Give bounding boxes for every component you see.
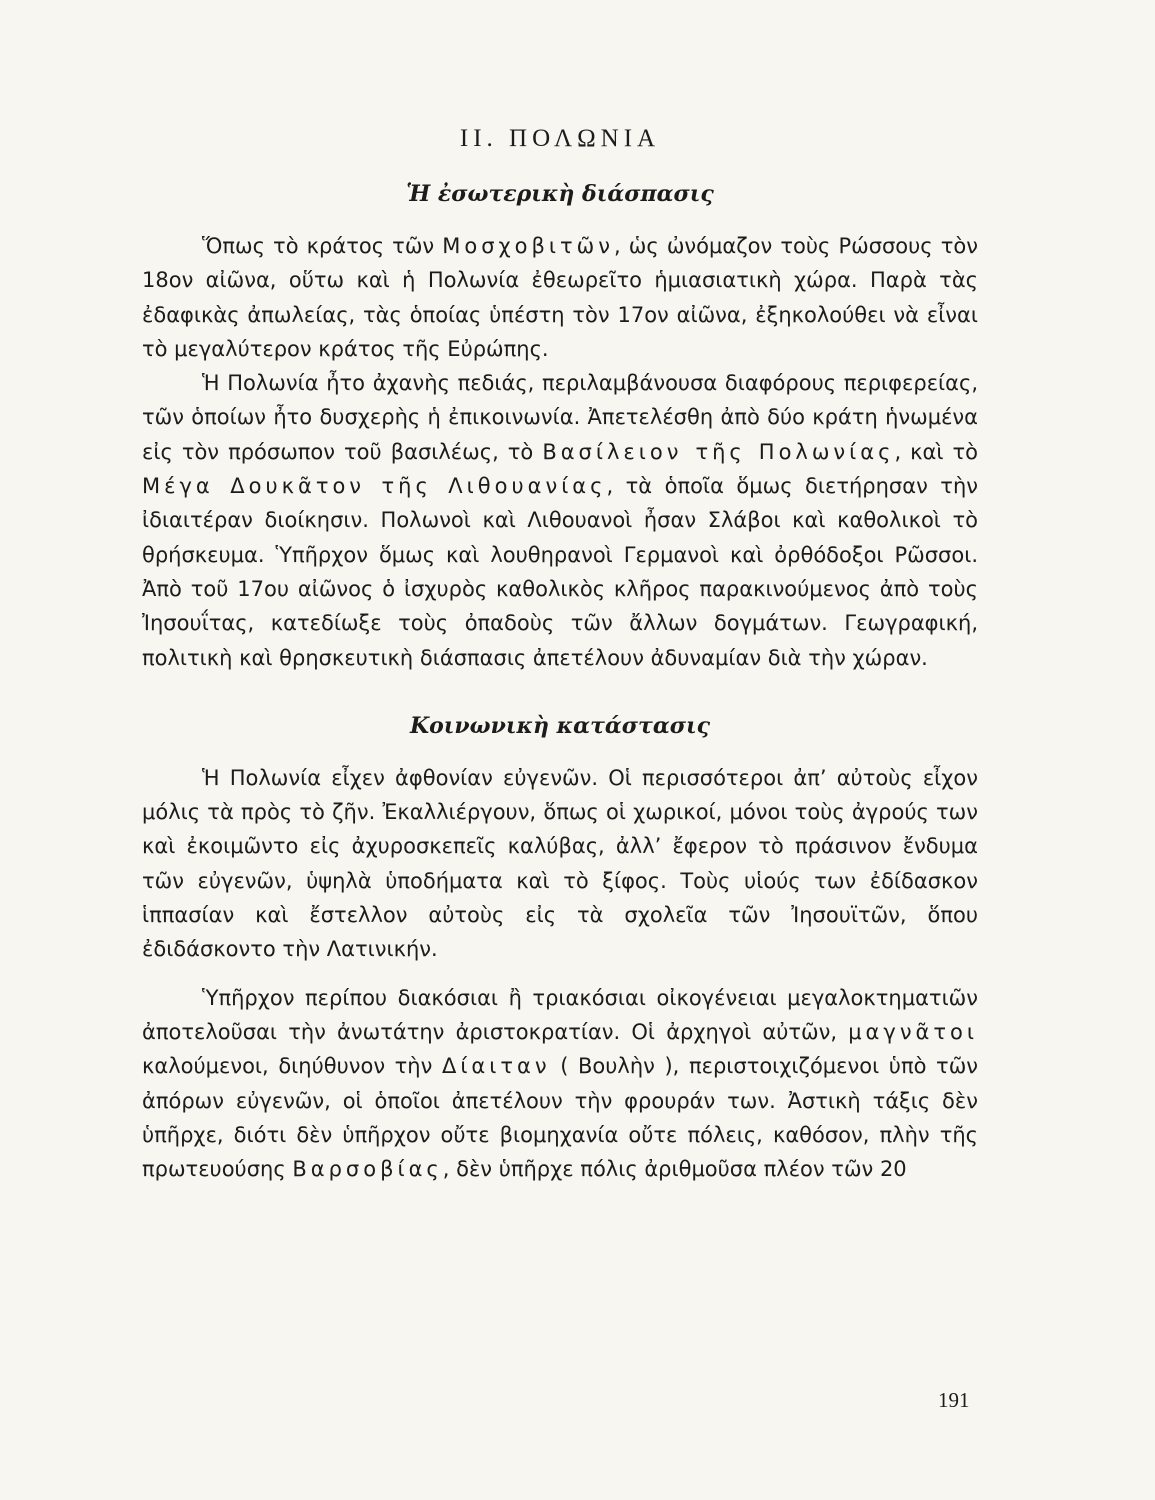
section-internal-division: [142, 229, 978, 675]
text-run: Ὅπως τὸ κράτος τῶν: [202, 234, 443, 258]
text-run: Ὑπῆρχον περίπου διακόσιαι ἢ τριακόσιαι οἰκογένειαι μεγαλοκτηματιῶν ἀποτελοῦσαι τὴν ἀνωτάτην ἀριστοκρατίαν. Οἱ ἀρχηγοὶ αὐτῶν,: [142, 985, 978, 1044]
paragraph: [142, 366, 978, 675]
paragraph: Ἡ Πολωνία εἶχεν ἀφθονίαν εὐγενῶν. Οἱ περισσότεροι ἀπ’ αὐτοὺς εἶχον μόλις τὰ πρὸς τὸ ζῆν. Ἐκαλλιέργουν, ὅπως οἱ χωρικοί, μόνοι τοὺς ἀγρούς των καὶ ἐκοιμῶντο εἰς ἀχυροσκεπεῖς καλύβας, ἀλλ’ ἔφερον τὸ πράσινον ἔνδυμα τῶν εὐγενῶν, ὑψηλὰ ὑποδήματα καὶ τὸ ξίφος. Τοὺς υἱούς των ἐδίδασκον ἱππασίαν καὶ ἔστελλον αὐτοὺς εἰς τὰ σχολεῖα τῶν Ἰησουϊτῶν, ὅπου ἐδιδάσκοντο τὴν Λατινικήν.: [142, 765, 978, 962]
spaced-term: Μοσχοβιτῶν: [442, 234, 614, 258]
spaced-term: Μέγα Δουκᾶτον τῆς Λιθουανίας: [142, 474, 607, 499]
spaced-term: Βαρσοβίας: [292, 1157, 443, 1182]
paragraph: [142, 981, 978, 1187]
spaced-term: Βασίλειον τῆς Πολωνίας: [542, 439, 895, 464]
text-run: καλούμενοι, διηύθυνον τὴν: [142, 1054, 442, 1079]
text-run: ( Βουλὴν ), περιστοιχιζόμενοι ὑπὸ τῶν ἀπόρων εὐγενῶν, οἱ ὁποῖοι ἀπετέλουν τὴν φρουράν των. Ἀστικὴ τάξις δὲν ὑπῆρχε, διότι δὲν ὑπῆρχον οὔτε βιομηχανία οὔτε πόλεις, καθόσον, πλὴν τῆς πρωτευούσης: [142, 1054, 979, 1182]
text-run: , ὡς ὠνόμαζον τοὺς Ρώσσους τὸν 18ον αἰῶνα, οὕτω καὶ ἡ Πολωνία ἐθεωρεῖτο ἡμιασιατικὴ χώρα. Παρὰ τὰς ἐδαφικὰς ἀπωλείας, τὰς ὁποίας ὑπέστη τὸν 17ον αἰῶνα, ἐξηκολούθει νὰ εἶναι τὸ μεγαλύτερον κράτος τῆς Εὐρώπης.: [142, 234, 978, 361]
text-run: , δὲν ὑπῆρχε πόλις ἀριθμοῦσα πλέον τῶν 20: [442, 1157, 907, 1182]
text-run: Ἡ Πολωνία ἦτο ἀχανὴς πεδιάς, περιλαμβάνουσα διαφόρους περιφερείας, τῶν ὁποίων ἦτο δυσχερὴς ἡ ἐπικοινωνία. Ἀπετελέσθη ἀπὸ δύο κράτη ἡνωμένα εἰς τὸν πρόσωπον τοῦ βασιλέως, τὸ: [142, 371, 978, 464]
section-heading-internal-division: Ἡ ἐσωτερικὴ διάσπασις: [406, 181, 714, 207]
page-number: 191: [938, 1388, 970, 1412]
paragraph: [142, 229, 978, 366]
text-run: , καὶ τὸ: [894, 439, 979, 464]
spaced-term: Δίαιταν: [441, 1054, 551, 1079]
section-heading-social-condition: Κοινωνικὴ κατάστασις: [409, 712, 711, 739]
text-run: , τὰ ὁποῖα ὅμως διετήρησαν τὴν ἰδιαιτέραν διοίκησιν. Πολωνοὶ καὶ Λιθουανοὶ ἦσαν Σλάβοι καὶ καθολικοὶ τὸ θρήσκευμα. Ὑπῆρχον ὅμως καὶ λουθηρανοὶ Γερμανοὶ καὶ ὀρθόδοξοι Ρῶσσοι. Ἀπὸ τοῦ 17ου αἰῶνος ὁ ἰσχυρὸς καθολικὸς κλῆρος παρακινούμενος ἀπὸ τοὺς Ἰησουΐτας, κατεδίωξε τοὺς ὀπαδοὺς τῶν ἄλλων δογμάτων. Γεωγραφική, πολιτικὴ καὶ θρησκευτικὴ διάσπασις ἀπετέλουν ἀδυναμίαν διὰ τὴν χώραν.: [142, 474, 978, 670]
spaced-term: μαγνᾶτοι: [848, 1019, 978, 1044]
chapter-title: II. ΠΟΛΩΝΙΑ: [459, 125, 661, 152]
page-body: [142, 125, 978, 1186]
section-social-condition: [142, 761, 978, 1187]
